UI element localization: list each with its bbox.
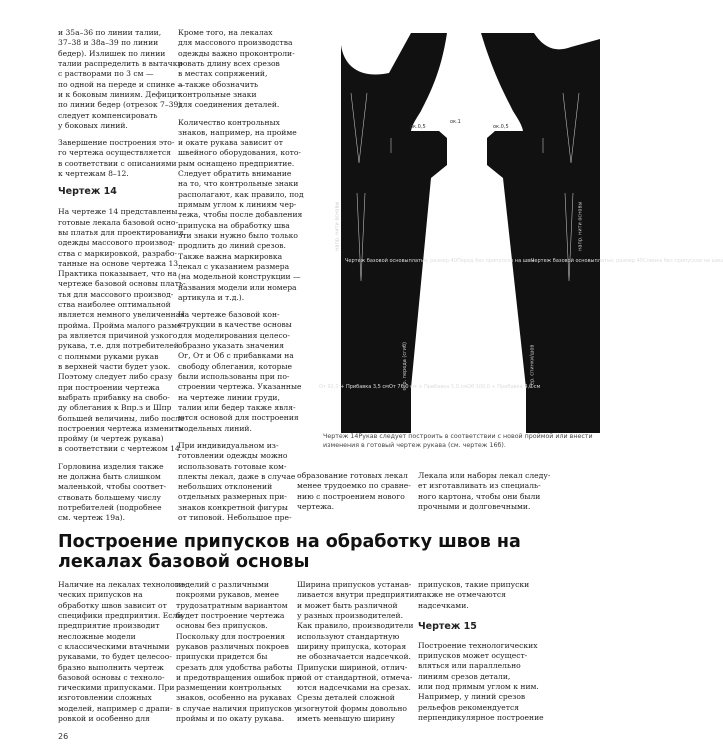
text-line: названия модели или номера — [178, 282, 297, 292]
text-line: предприятие производит — [58, 621, 160, 631]
text-line: использовать готовые ком- — [178, 461, 287, 471]
text-line: припуски придется бы — [176, 652, 268, 662]
text-column-1 — [58, 28, 186, 531]
text-line: (на модельной конструкции — — [178, 272, 301, 282]
back-center-label: сер. спинки/шов — [529, 344, 536, 388]
text-line: образно указать значения — [178, 341, 285, 351]
text-line: в случае наличия припусков у — [176, 703, 299, 713]
back-label — [531, 258, 723, 265]
text-line: в верхней части будет узок. — [58, 361, 171, 371]
text-line: знаков, например, на пройме — [178, 127, 297, 137]
text-line: гическими припусками. При — [58, 683, 175, 693]
text-line: рукавов различных покроев — [176, 641, 289, 651]
paragraph-2d — [178, 441, 303, 524]
text-line: готовлении одежды можно — [178, 451, 288, 461]
text-line: го чертежа осуществляется — [58, 148, 171, 158]
text-line: талии распределить в вытачки — [58, 58, 183, 68]
text-line: припусков, такие припуски — [418, 580, 530, 589]
ease-line: От 92,0 + Прибавка 3,5 см — [319, 384, 389, 390]
text-line: артикула и т.д.). — [178, 292, 245, 302]
text-line: образование готовых лекал — [297, 471, 408, 480]
text-line: ду облегания к Впр.з и Шпр — [58, 403, 172, 413]
front-center-label: сер. переда (сгиб) — [402, 342, 408, 391]
text-line: строении чертежа. Указанные — [178, 382, 302, 392]
text-line: в соответствии с описаниями — [58, 158, 177, 168]
front-label-line: Чертеж базовой основы — [345, 258, 409, 264]
text-line: в местах сопряжений, — [178, 69, 268, 79]
text-line: для массового производства — [178, 38, 293, 48]
text-line: с полными руками рукав — [58, 351, 159, 361]
text-line: На чертеже 14 представлены — [58, 207, 178, 217]
text-line: срезать для удобства работы — [176, 662, 293, 672]
text-line: не обозначается надсечкой. — [297, 652, 411, 662]
text-line: Построение технологических — [418, 640, 538, 650]
text-line: ства наиболее оптимальной — [58, 300, 171, 310]
caption-text: Рукав следует построить в соответствии с новой проймой или внести изменения в готовый чертеж рукава (см. чертеж 16б). — [323, 433, 593, 449]
text-column-4-continuation — [418, 471, 558, 512]
front-label-line: Перед — [456, 258, 474, 264]
text-line: используют стандартную — [297, 631, 400, 641]
text-line: и окате рукава зависит от — [178, 138, 283, 148]
text-line: тья для массового производ- — [58, 289, 174, 299]
text-line: Также важна маркировка — [178, 251, 283, 261]
bottom-column-4 — [418, 580, 558, 723]
text-line: менее трудоемко по сравне- — [297, 481, 411, 491]
back-label-line: Спинка — [642, 258, 663, 264]
text-line: одежды массового производ- — [58, 238, 175, 248]
text-line: Ширина припусков устанав- — [297, 580, 412, 589]
text-line: тежа, чтобы после добавления — [178, 210, 303, 220]
grain-line-back: напр. нити основы — [577, 201, 584, 251]
ease-line: От 76,0 см + Прибавка 5,0 см — [388, 384, 468, 390]
pattern-figure — [319, 33, 723, 435]
text-line: продлить до линий срезов. — [178, 241, 286, 251]
mark-1-left: ок.1 — [424, 119, 435, 125]
text-line: Поэтому следует либо сразу — [58, 372, 173, 382]
subheading-chart-15: Чертеж 15 — [418, 620, 477, 632]
text-line: контрольные знаки — [178, 89, 257, 99]
paragraph-1b — [58, 138, 178, 179]
text-line: на чертеже линии груди, — [178, 392, 280, 402]
text-line: рукавами, то будет целесоо- — [58, 652, 172, 662]
text-line: и 35а–36 по линии талии, — [58, 28, 162, 37]
page-number: 26 — [58, 732, 69, 741]
section-heading: Построение припусков на обработку швов на лекалах базовой основы — [58, 532, 521, 573]
text-column-3-continuation — [297, 471, 411, 512]
bottom-column-1 — [58, 580, 187, 724]
text-line: чертеже базовой основы плать- — [58, 279, 186, 289]
text-line: построения чертежа изменить — [58, 423, 183, 433]
text-line: вляться или параллельно — [418, 661, 521, 671]
text-line: потребителей (подробнее — [58, 503, 162, 513]
text-line: или под прямым углом к ним. — [418, 682, 539, 692]
text-line: обработку швов зависит от — [58, 600, 167, 610]
text-line: и предотвращения ошибок при — [176, 672, 302, 682]
text-line: ливается внутри предприятия — [297, 590, 420, 600]
paragraph-1d — [58, 462, 178, 524]
text-line: Припуски шириной, отлич- — [297, 662, 408, 672]
text-line: 37–38 и 38а–39 по линии — [58, 38, 159, 48]
text-line: с растворами по 3 см — — [58, 69, 154, 79]
back-label-line: платья, размер 40 — [594, 258, 643, 264]
text-line: рельефов рекомендуется — [418, 702, 520, 712]
text-line: ствовать большему числу — [58, 492, 161, 502]
text-line: см. чертеж 19а). — [58, 513, 126, 523]
text-line: следует компенсировать — [58, 110, 158, 120]
text-line: от типовой. Небольшое пре- — [178, 513, 292, 523]
text-line: Поскольку для построения — [176, 631, 285, 641]
text-line: Количество контрольных — [178, 117, 280, 127]
ease-values — [319, 384, 540, 391]
text-line: были использованы при по- — [178, 372, 290, 381]
bottom-column-2 — [176, 580, 302, 724]
text-line: для моделирования целесо- — [178, 330, 290, 340]
text-line: свободу облегания, которые — [178, 361, 292, 371]
text-line: нию с построением нового — [297, 491, 405, 501]
text-line: одежды важно проконтроли- — [178, 48, 295, 58]
subheading-chart-14: Чертеж 14 — [58, 186, 117, 198]
mark-05-right: ок.0,5 — [493, 124, 509, 130]
text-line: проймы и по окату рукава. — [176, 714, 285, 724]
text-line: покроями рукавов, менее — [176, 590, 279, 600]
text-line: не должна быть слишком — [58, 472, 161, 482]
text-line: у боковых линий. — [58, 120, 128, 130]
text-line: изготовлении сложных — [58, 693, 152, 703]
text-line: ровать длину всех срезов — [178, 58, 280, 68]
grain-line-front: напр. нити основы — [334, 201, 341, 251]
text-line: ного картона, чтобы они были — [418, 491, 541, 501]
mark-1-right: ок.1 — [450, 119, 461, 125]
text-line: моделей, например с драпи- — [58, 703, 173, 713]
text-line: ширину припуска, которая — [297, 641, 407, 651]
text-line: пройму (и чертеж рукава) — [58, 434, 164, 444]
caption-title: Чертеж 14 — [323, 433, 359, 440]
text-line: отдельных размерных при- — [178, 492, 287, 502]
text-line: рукава, т.е. для потребителей — [58, 341, 179, 351]
text-line: перпендикулярное построение — [418, 713, 544, 723]
bottom-col4-paragraph-b — [418, 641, 558, 724]
text-line: лекал с указанием размера — [178, 261, 290, 271]
text-line: изогнутой формы довольно — [297, 703, 407, 713]
text-line: Горловина изделия также — [58, 461, 164, 471]
bottom-col4-paragraph-a — [418, 580, 558, 611]
text-line: прочными и долговечными. — [418, 501, 531, 511]
text-line: Например, у линий срезов — [418, 692, 526, 702]
text-line: базовой основы с техноло- — [58, 672, 165, 682]
text-line: Наличие на лекалах технологи- — [58, 580, 187, 589]
text-line: линиям срезов детали, — [418, 671, 511, 681]
text-line: ства с маркировкой, разрабо- — [58, 248, 177, 258]
text-line: рым оснащено предприятие. — [178, 158, 295, 168]
text-line: припусков может осущест- — [418, 651, 528, 661]
text-line: ются основой для построения — [178, 413, 299, 423]
text-line: вы платья для проектирования — [58, 227, 184, 237]
text-line: располагают, как правило, под — [178, 189, 304, 199]
text-line: по одной на переде и спинке — — [58, 79, 186, 89]
text-line: При индивидуальном из- — [178, 440, 279, 450]
text-line: Практика показывает, что на — [58, 269, 177, 279]
text-line: модельных линий. — [178, 423, 252, 433]
front-label — [345, 258, 534, 265]
text-line: по линии бедер (отрезок 7–39) — [58, 100, 182, 110]
text-line: талии или бедер также явля- — [178, 402, 296, 412]
text-line: ровкой и особенно для — [58, 714, 150, 724]
text-line: выбрать прибавку на свобо- — [58, 392, 170, 402]
back-label-line: Чертеж базовой основы — [531, 258, 595, 264]
mark-05-left: ок.0,5 — [410, 124, 426, 130]
paragraph-1c — [58, 207, 186, 455]
text-line: струкции в качестве основы — [178, 320, 292, 330]
dress-pattern-drawing — [321, 33, 600, 435]
text-column-2 — [178, 28, 303, 530]
text-line: ческих припусков на — [58, 590, 143, 600]
text-line: а также обозначить — [178, 79, 259, 89]
text-line: с классическими втачными — [58, 641, 170, 651]
text-line: несложные модели — [58, 631, 136, 641]
text-line: чертежа. — [297, 501, 334, 511]
text-line: также не отмечаются — [418, 590, 506, 600]
text-line: трудозатратным вариантом — [176, 600, 288, 610]
figure-caption — [323, 433, 598, 450]
text-line: является немного увеличенная — [58, 310, 185, 320]
text-line: и к боковым линиям. Дефицит — [58, 89, 182, 99]
text-line: готовые лекала базовой осно- — [58, 217, 179, 227]
text-line: прямым углом к линиям чер- — [178, 200, 297, 209]
text-line: иметь меньшую ширину — [297, 714, 395, 724]
text-line: знаков конкретной фигуры — [178, 502, 288, 512]
text-line: маленькой, чтобы соответ- — [58, 482, 167, 492]
paragraph-2a — [178, 28, 303, 111]
front-label-line: платья, размер 40 — [408, 258, 457, 264]
paragraph-2c — [178, 310, 303, 434]
text-line: припуска на обработку шва — [178, 220, 290, 230]
paragraph-1a — [58, 28, 186, 131]
text-line: Кроме того, на лекалах — [178, 28, 273, 37]
text-line: большей величины, либо после — [58, 413, 185, 423]
text-line: Завершение построения это- — [58, 138, 175, 148]
text-line: Следует обратить внимание — [178, 169, 292, 179]
text-line: небольших отклонений — [178, 482, 273, 492]
text-line: основы без припусков. — [176, 621, 268, 631]
text-line: и может быть различной — [297, 600, 398, 610]
text-line: швейного оборудования, кото- — [178, 148, 301, 158]
bottom-column-3 — [297, 580, 420, 724]
text-line: у разных производителей. — [297, 610, 403, 620]
text-line: надсечками. — [418, 600, 469, 610]
text-line: пройма. Пройма малого разме- — [58, 320, 185, 330]
text-line: плекты лекал, даже в случае — [178, 471, 296, 481]
text-line: при построении чертежа — [58, 382, 160, 392]
text-line: к чертежам 8–12. — [58, 169, 129, 179]
text-line: На чертеже базовой кон- — [178, 310, 280, 320]
text-line: ет изготавливать из специаль- — [418, 481, 541, 491]
text-line: знаков, особенно на рукавах — [176, 693, 292, 703]
text-line: размещении контрольных — [176, 683, 282, 693]
back-label-line: без припусков на швы — [663, 258, 723, 264]
front-label-line: без припусков на швы — [475, 258, 535, 264]
text-line: на то, что контрольные знаки — [178, 179, 299, 189]
text-line: ются надсечками на срезах. — [297, 683, 411, 693]
text-line: Как правило, производители — [297, 621, 414, 631]
text-line: изделий с различными — [176, 580, 269, 589]
text-line: будет построение чертежа — [176, 610, 285, 620]
text-line: танные на основе чертежа 13. — [58, 258, 181, 268]
text-line: Срезы деталей сложной — [297, 693, 395, 703]
text-line: для соединения деталей. — [178, 100, 280, 110]
paragraph-2b — [178, 118, 303, 304]
ease-line: Об 100,0 + Прибавка 4,0 см — [467, 384, 541, 390]
text-line: бедер). Излишек по линии — [58, 48, 166, 58]
text-line: бразно выполнить чертеж — [58, 662, 164, 672]
text-line: специфики предприятия. Если — [58, 610, 183, 620]
text-line: в соответствии с чертежом 14. — [58, 444, 183, 454]
text-line: эти знаки нужно было только — [178, 230, 298, 240]
text-line: ра является причиной узкого — [58, 331, 178, 341]
text-line: ной от стандартной, отмеча- — [297, 672, 413, 682]
text-line: Лекала или наборы лекал следу- — [418, 471, 551, 480]
text-line: Ог, От и Об с прибавками на — [178, 351, 294, 361]
